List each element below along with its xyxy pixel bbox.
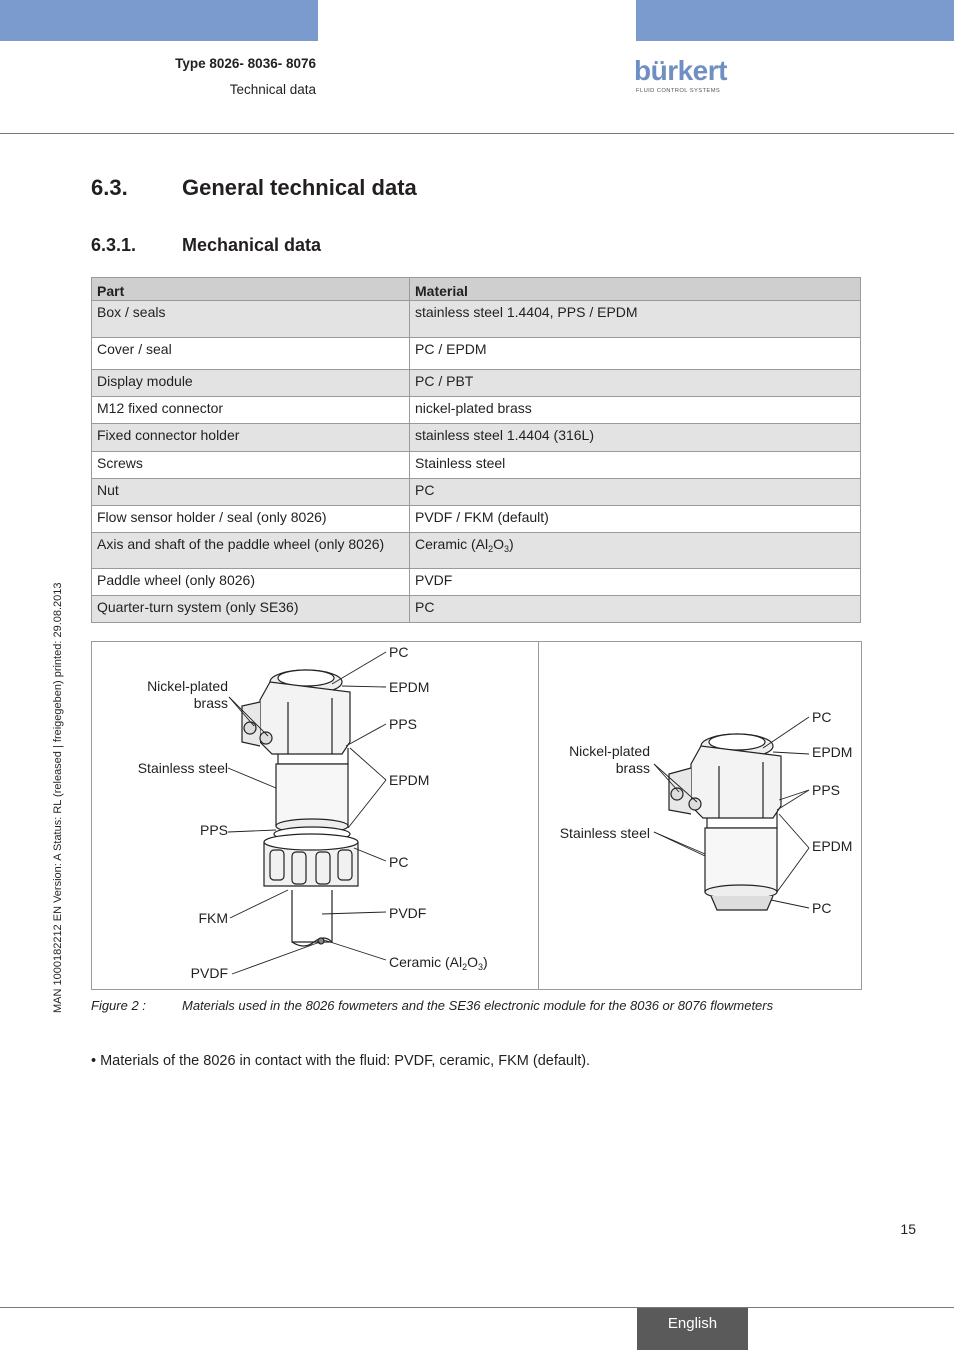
- label-pps-se36: PPS: [812, 782, 841, 798]
- table-row: [92, 397, 861, 424]
- subsection-title: Mechanical data: [182, 235, 322, 255]
- document-type-label: Type 8026- 8036- 8076: [175, 56, 316, 71]
- table-row: [92, 569, 861, 596]
- label-pc-top-right: PC: [812, 709, 832, 725]
- label-epdm-top-left: EPDM: [389, 679, 430, 695]
- materials-figure: [91, 641, 862, 990]
- material-cell: nickel-plated brass: [410, 397, 861, 424]
- label-nickel-plated-brass-right: Nickel-plated brass: [569, 743, 650, 776]
- material-cell: PC: [410, 479, 861, 506]
- material-cell: stainless steel 1.4404, PPS / EPDM: [410, 301, 861, 338]
- table-header-row: [92, 278, 861, 301]
- part-cell: Cover / seal: [92, 338, 410, 370]
- chapter-label: Technical data: [229, 82, 316, 97]
- label-ceramic: [389, 954, 488, 976]
- label-pc-top-left: PC: [389, 644, 409, 660]
- bullet-fluid-contact-materials: • Materials of the 8026 in contact with the fluid: PVDF, ceramic, FKM (default).: [91, 1053, 591, 1069]
- label-stainless-steel-left: Stainless steel: [137, 760, 228, 776]
- label-pc-mid: PC: [389, 854, 409, 870]
- table-row: [92, 479, 861, 506]
- ceramic-o: O: [467, 954, 479, 970]
- table-row: [92, 370, 861, 397]
- part-cell: Nut: [92, 479, 410, 506]
- table-row: [92, 424, 861, 452]
- materials-table: [91, 277, 861, 623]
- material-cell: PVDF: [410, 569, 861, 596]
- label-pvdf-right: PVDF: [389, 905, 427, 921]
- material-cell: PVDF / FKM (default): [410, 506, 861, 533]
- figure-caption-number: Figure 2 :: [91, 998, 146, 1013]
- table-row: [92, 338, 861, 370]
- section-title: General technical data: [182, 175, 417, 200]
- section-number: 6.3.: [91, 175, 128, 200]
- header-divider: [0, 133, 954, 134]
- table-row: [92, 506, 861, 533]
- side-document-info: MAN 1000182212 EN Version: A Status: RL (released | freigegeben) printed: 29.08.2013: [52, 582, 64, 1013]
- material-cell: PC / PBT: [410, 370, 861, 397]
- part-cell: Display module: [92, 370, 410, 397]
- label-stainless-steel-right: Stainless steel: [559, 825, 650, 841]
- column-header-part: Part: [92, 278, 410, 301]
- ceramic-text: Ceramic (Al: [389, 954, 463, 970]
- ceramic-formula: Ceramic $(Al_2O_3)$: [415, 536, 514, 554]
- label-epdm-mid: EPDM: [389, 772, 430, 788]
- ceramic-sub-3: 3: [478, 962, 484, 972]
- logo-wordmark: bürkert: [634, 55, 727, 86]
- label-pps-left: PPS: [199, 822, 228, 838]
- material-cell: PC / EPDM: [410, 338, 861, 370]
- column-header-material: Material: [410, 278, 861, 301]
- label-epdm-top-right: EPDM: [812, 744, 853, 760]
- part-cell: M12 fixed connector: [92, 397, 410, 424]
- se36-module-drawing: [539, 642, 861, 989]
- top-accent-bar-right: [636, 0, 954, 41]
- part-cell: Fixed connector holder: [92, 424, 410, 452]
- ceramic-close: ): [483, 954, 488, 970]
- label-pvdf-left: PVDF: [190, 965, 228, 981]
- burkert-logo: [634, 56, 734, 96]
- footer-divider: [0, 1307, 954, 1308]
- label-nickel-plated-brass-left: Nickel-plated brass: [147, 678, 228, 711]
- part-cell: Axis and shaft of the paddle wheel (only 8026): [92, 533, 410, 569]
- top-accent-bar-left: [0, 0, 318, 41]
- figure-caption-text: Materials used in the 8026 fowmeters and the SE36 electronic module for the 8036 or 8076 flowmeters: [182, 998, 774, 1013]
- material-cell: [410, 533, 861, 569]
- table-row: [92, 533, 861, 569]
- part-cell: Screws: [92, 452, 410, 479]
- part-cell: Paddle wheel (only 8026): [92, 569, 410, 596]
- table-row: [92, 301, 861, 338]
- label-pps-right: PPS: [389, 716, 418, 732]
- table-row: [92, 596, 861, 623]
- part-cell: Quarter-turn system (only SE36): [92, 596, 410, 623]
- page-number: 15: [900, 1221, 916, 1237]
- language-tab: English: [637, 1308, 748, 1350]
- label-pc-bottom-right: PC: [812, 900, 832, 916]
- ceramic-sub-2: 2: [462, 962, 468, 972]
- part-cell: Box / seals: [92, 301, 410, 338]
- table-row: [92, 452, 861, 479]
- label-fkm: FKM: [198, 910, 228, 926]
- logo-tagline: FLUID CONTROL SYSTEMS: [636, 88, 721, 94]
- material-cell: PC: [410, 596, 861, 623]
- label-epdm-low-right: EPDM: [812, 838, 853, 854]
- subsection-number: 6.3.1.: [91, 235, 137, 255]
- part-cell: Flow sensor holder / seal (only 8026): [92, 506, 410, 533]
- material-cell: Stainless steel: [410, 452, 861, 479]
- material-cell: stainless steel 1.4404 (316L): [410, 424, 861, 452]
